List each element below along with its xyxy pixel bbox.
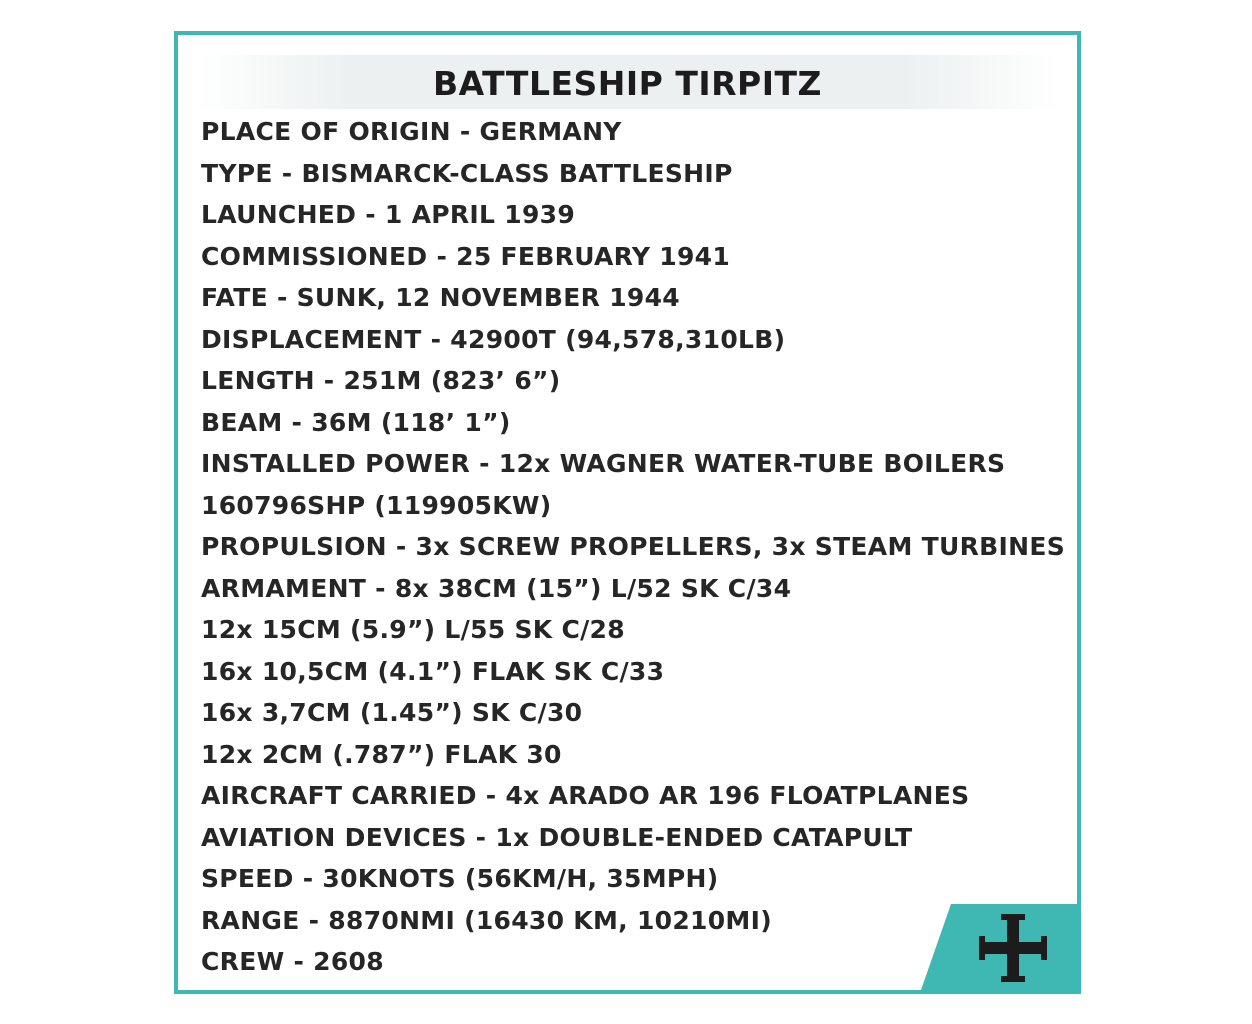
spec-installed-power-output: 160796SHP (119905KW) [201, 490, 552, 520]
spec-installed-power: INSTALLED POWER - 12x WAGNER WATER-TUBE BOILERS [201, 449, 1006, 478]
spec-aviation-devices: AVIATION DEVICES - 1x DOUBLE-ENDED CATAPULT [201, 822, 913, 852]
spec-launched: LAUNCHED - 1 APRIL 1939 [201, 200, 576, 229]
page-title: BATTLESHIP TIRPITZ [433, 64, 822, 103]
spec-armament-secondary: 12x 15CM (5.9”) L/55 SK C/28 [201, 615, 625, 644]
spec-propulsion: PROPULSION - 3x SCREW PROPELLERS, 3x STEAM TURBINES [201, 532, 1066, 561]
spec-armament: ARMAMENT - 8x 38CM (15”) L/52 SK C/34 [201, 573, 792, 603]
spec-aircraft-carried: AIRCRAFT CARRIED - 4x ARADO AR 196 FLOATPLANES [201, 781, 970, 810]
balkenkreuz-icon [921, 904, 1077, 990]
spec-beam: BEAM - 36M (118’ 1”) [201, 407, 511, 437]
spec-type: TYPE - BISMARCK-CLASS BATTLESHIP [201, 158, 733, 188]
spec-fate: FATE - SUNK, 12 NOVEMBER 1944 [201, 283, 680, 312]
spec-place-of-origin: PLACE OF ORIGIN - GERMANY [201, 117, 622, 146]
spec-card [174, 31, 1081, 994]
spec-range: RANGE - 8870NMI (16430 KM, 10210MI) [201, 905, 772, 935]
spec-armament-37: 16x 3,7CM (1.45”) SK C/30 [201, 698, 583, 727]
spec-length: LENGTH - 251M (823’ 6”) [201, 366, 561, 395]
spec-armament-flak-2: 12x 2CM (.787”) FLAK 30 [201, 739, 562, 769]
spec-commissioned: COMMISSIONED - 25 FEBRUARY 1941 [201, 241, 731, 271]
spec-list [201, 111, 1065, 983]
spec-displacement: DISPLACEMENT - 42900T (94,578,310LB) [201, 324, 786, 354]
spec-crew: CREW - 2608 [201, 947, 384, 976]
spec-armament-flak-105: 16x 10,5CM (4.1”) FLAK SK C/33 [201, 656, 665, 686]
spec-speed: SPEED - 30KNOTS (56KM/H, 35MPH) [201, 864, 719, 893]
